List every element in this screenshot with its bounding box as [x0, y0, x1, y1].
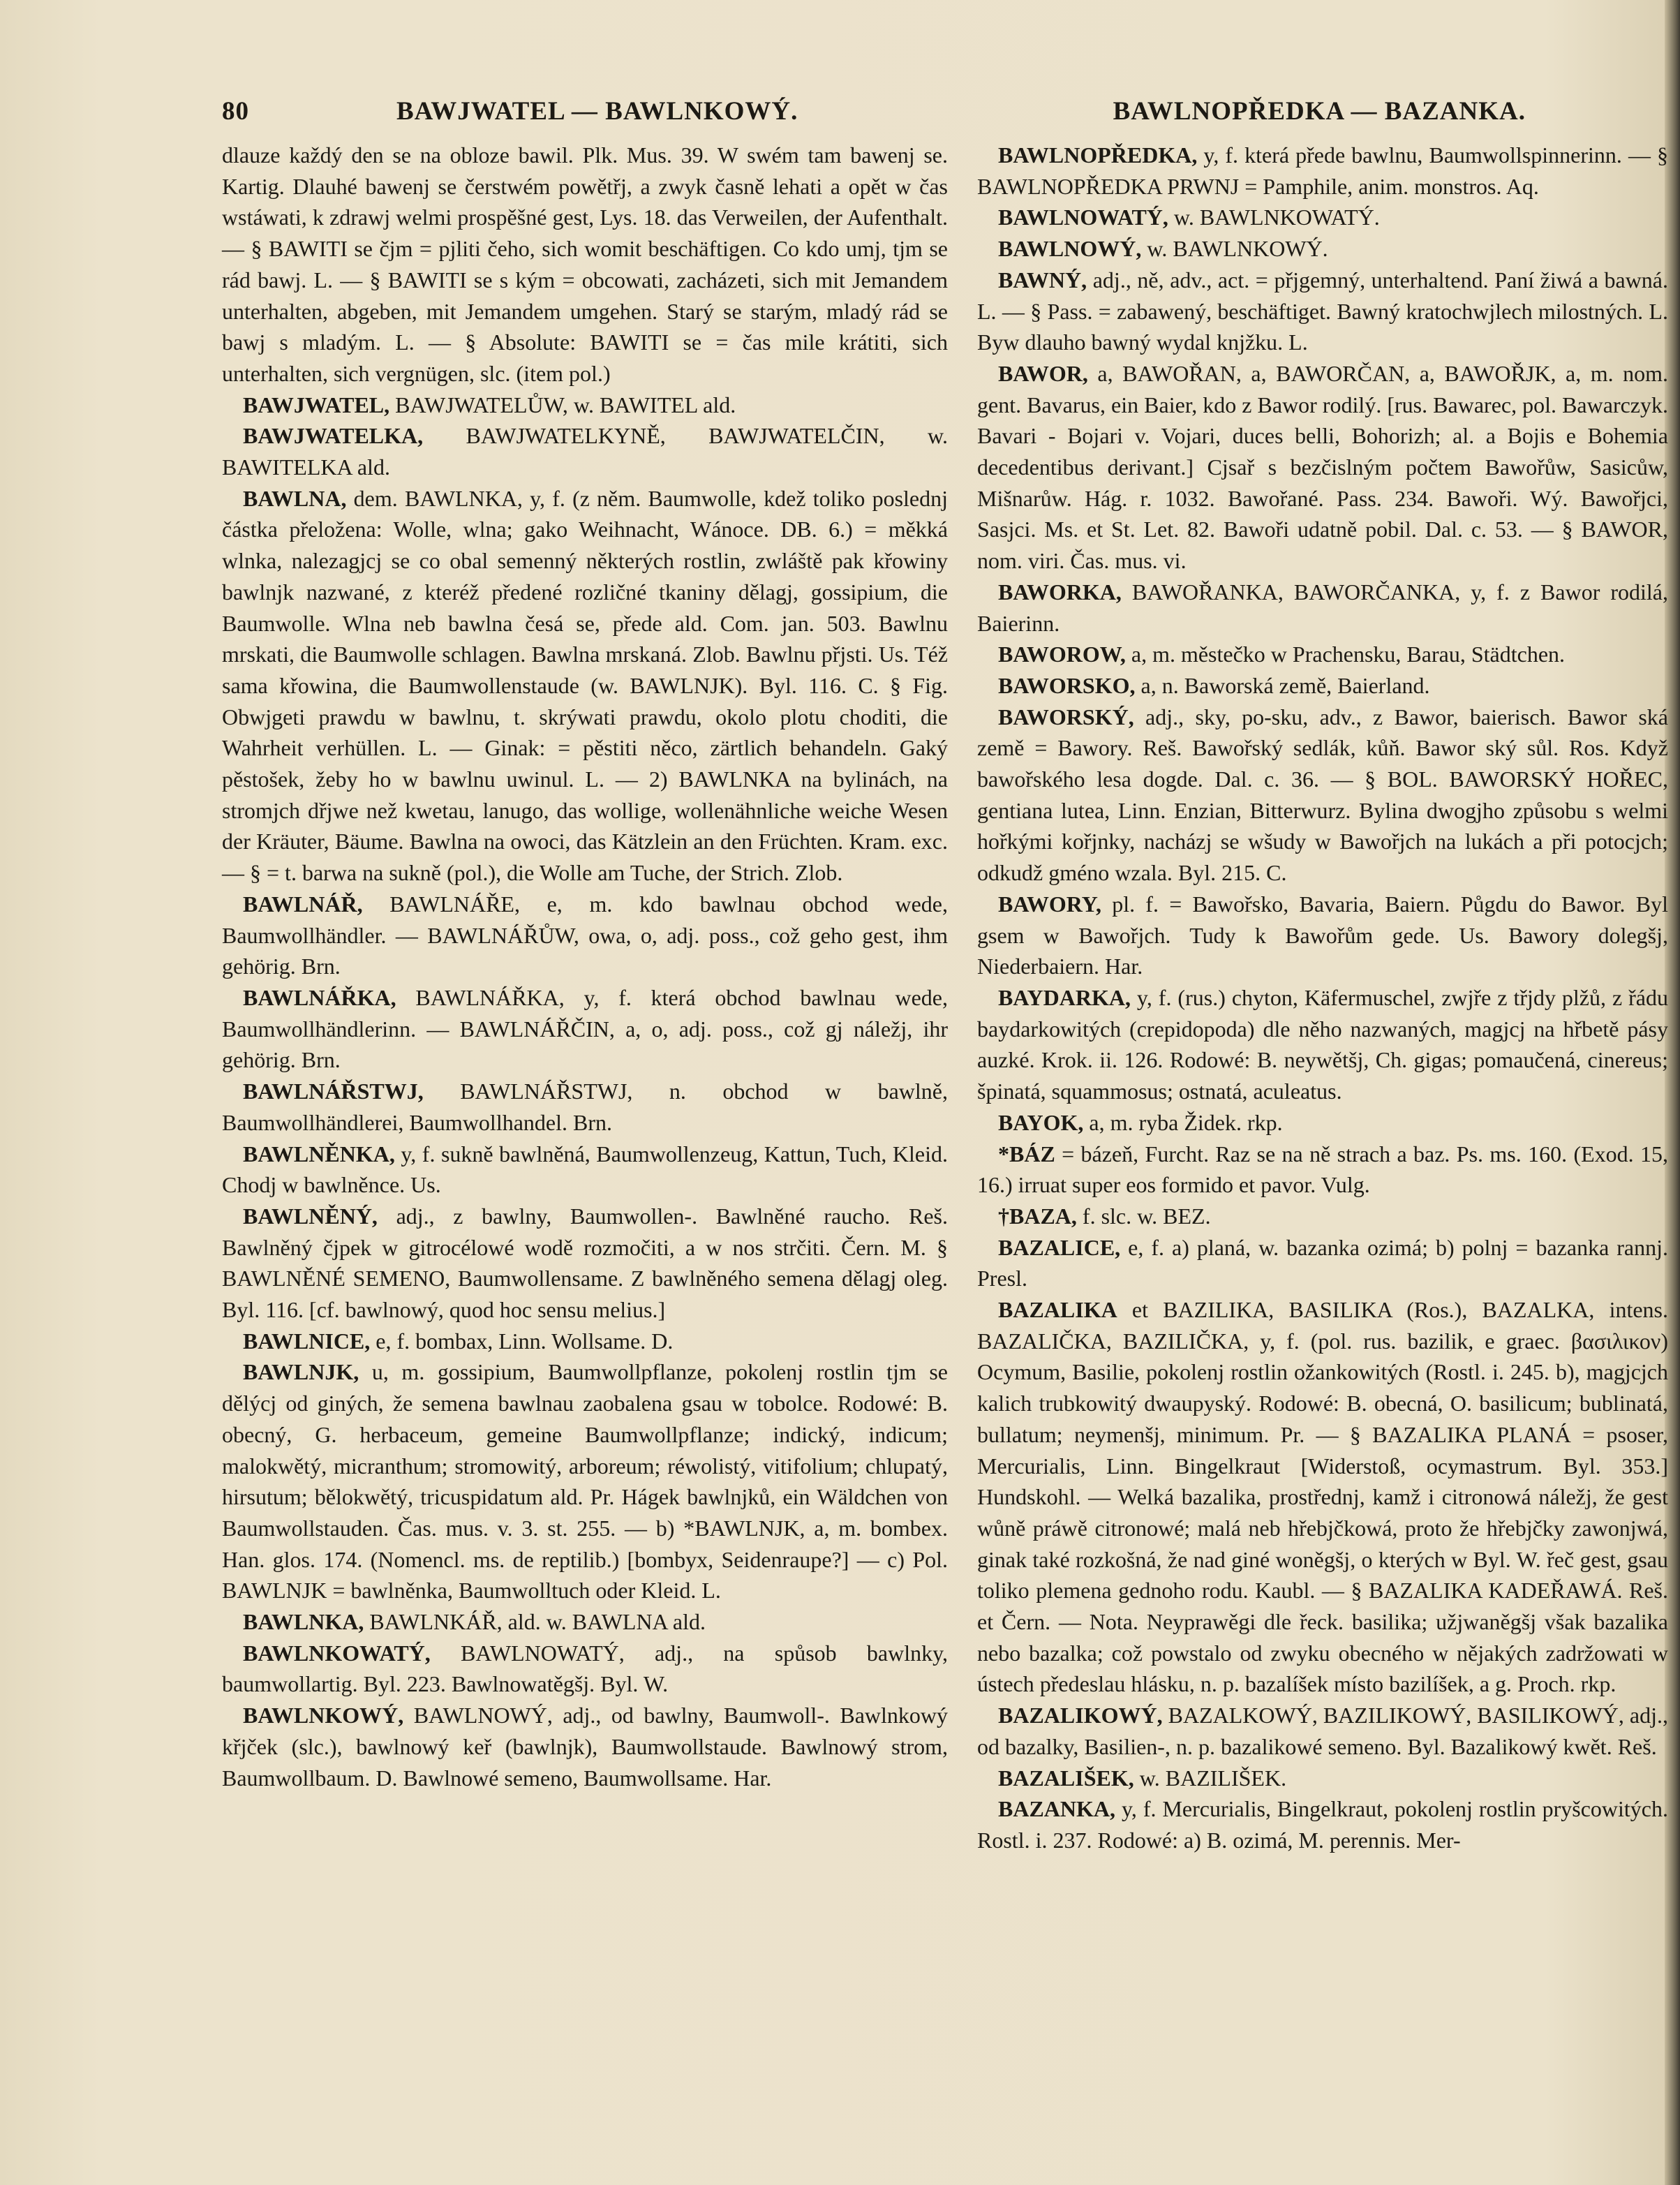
- entry-headword: BAWNÝ,: [998, 267, 1087, 292]
- entry-headword: *BÁZ: [998, 1141, 1055, 1166]
- entry-headword: BAWLNOWÝ,: [998, 236, 1142, 262]
- entry-text: BAWLNÁŘSTWJ, n. obchod w bawlně, Baumwollhändlerei, Baumwollhandel. Brn.: [222, 1079, 949, 1135]
- entry-text: w. BAWLNKOWÝ.: [1147, 236, 1328, 262]
- entry-headword: BAWLNÁŘSTWJ,: [243, 1079, 424, 1104]
- right-running-title: BAWLNOPŘEDKA — BAZANKA.: [1113, 97, 1526, 126]
- entry-headword: BAWLNĚNÝ,: [243, 1203, 378, 1229]
- entry-text: w. BAWLNKOWATÝ.: [1173, 205, 1380, 230]
- dictionary-entry: [977, 233, 1668, 265]
- entry-headword: †BAZA,: [998, 1203, 1077, 1229]
- entry-headword: BAWOR,: [998, 360, 1088, 386]
- dictionary-entry: [222, 390, 948, 421]
- dictionary-entry: [977, 670, 1668, 702]
- entry-text: y, f. sukně bawlněná, Baumwollenzeug, Kattun, Tuch, Kleid. Chodj w bawlněnce. Us.: [222, 1141, 949, 1198]
- dictionary-entry: [222, 140, 948, 390]
- entry-text: = bázeň, Furcht. Raz se na ně strach a baz. Ps. ms. 160. (Exod. 15, 16.) irruat super eos formido et pavor. Vulg.: [977, 1141, 1669, 1198]
- entry-text: adj., z bawlny, Baumwollen-. Bawlněné raucho. Reš. Bawlněný čjpek w gitrocélowé wodě rozmočiti, a w nos strčiti. Čern. M. § BAWLNĚNÉ SEMENO, Baumwollensame. Z bawlněného semena dělagj oleg. Byl. 116. [cf. bawlnowý, quod hoc sensu melius.]: [222, 1203, 949, 1323]
- entry-headword: BAWORSKÝ,: [998, 704, 1134, 729]
- entry-text: f. slc. w. BEZ.: [1082, 1203, 1211, 1229]
- entry-text: a, BAWOŘAN, a, BAWORČAN, a, BAWOŘJK, a, m. nom. gent. Bavarus, ein Baier, kdo z Bawor rodilý. [rus. Bawarec, pol. Bawarczyk. Bavari - Bojari v. Vojari, duces belli, Bohorizh; al. a Bojis e Bohemia decedentibus derivant.] Cjsař s bezčislným počtem Bawořůw, Sasicůw, Mišnarůw. Hág. r. 1032. Bawořané. Pass. 234. Bawoři. Wý. Bawořjci, Sasjci. Ms. et St. Let. 82. Bawoři udatně pobil. Dal. c. 53. — § BAWOR, nom. viri. Čas. mus. vi.: [977, 360, 1669, 574]
- dictionary-entry: [977, 1201, 1668, 1232]
- dictionary-entry: [977, 202, 1668, 233]
- entry-headword: BAWLNĚNKA,: [243, 1141, 395, 1166]
- dictionary-entry: [222, 982, 948, 1076]
- right-column: [977, 140, 1668, 1856]
- entry-text: BAWLNÁŘKA, y, f. která obchod bawlnau wede, Baumwollhändlerinn. — BAWLNÁŘČIN, a, o, adj. poss., což gj náležj, ihr gehörig. Brn.: [222, 984, 949, 1073]
- entry-headword: BAWJWATELKA,: [243, 423, 424, 449]
- dictionary-entry: [222, 1201, 948, 1326]
- entry-text: BAWLNOWATÝ, adj., na spůsob bawlnky, baumwollartig. Byl. 223. Bawlnowatěgšj. Byl. W.: [222, 1640, 949, 1697]
- entry-text: BAZALKOWÝ, BAZILIKOWÝ, BASILIKOWÝ, adj., od bazalky, Basilien-, n. p. bazalikowé semeno. Byl. Bazalikowý kwět. Reš.: [977, 1703, 1669, 1759]
- dictionary-entry: [977, 982, 1668, 1107]
- entry-headword: BAWORY,: [998, 891, 1101, 917]
- dictionary-entry: [222, 1606, 948, 1638]
- left-column: [222, 140, 948, 1793]
- dictionary-entry: [977, 577, 1668, 639]
- entry-headword: BAYOK,: [998, 1109, 1084, 1135]
- dictionary-entry: [977, 1232, 1668, 1294]
- entry-text: e, f. a) planá, w. bazanka ozimá; b) polnj = bazanka rannj. Presl.: [977, 1234, 1669, 1291]
- entry-text: BAWLNKÁŘ, ald. w. BAWLNA ald.: [369, 1609, 706, 1635]
- entry-headword: BAWJWATEL,: [243, 392, 390, 417]
- entry-text: w. BAZILIŠEK.: [1139, 1765, 1287, 1791]
- page-header: [222, 96, 1526, 138]
- dictionary-entry: [222, 1638, 948, 1700]
- entry-headword: BAWLNKOWATÝ,: [243, 1640, 431, 1666]
- entry-headword: BAZALIKOWÝ,: [998, 1703, 1163, 1728]
- dictionary-entry: [222, 889, 948, 982]
- dictionary-entry: [977, 265, 1668, 358]
- dictionary-entry: [222, 1076, 948, 1138]
- entry-headword: BAWORSKO,: [998, 672, 1136, 698]
- entry-text: e, f. bombax, Linn. Wollsame. D.: [376, 1328, 674, 1354]
- entry-headword: BAWLNÁŘKA,: [243, 984, 396, 1010]
- dictionary-entry: [977, 140, 1668, 202]
- entry-headword: BAWLNOPŘEDKA,: [998, 142, 1198, 168]
- entry-headword: BAWORKA,: [998, 579, 1122, 605]
- entry-headword: BAWOROW,: [998, 642, 1126, 667]
- dictionary-entry: [222, 483, 948, 889]
- entry-text: pl. f. = Bawořsko, Bavaria, Baiern. Půgdu do Bawor. Byl gsem w Bawořjch. Tudy k Bawořům gede. Us. Bawory dolegšj, Niederbaiern. Har.: [977, 891, 1669, 979]
- dictionary-entry: [977, 358, 1668, 577]
- dictionary-entry: [977, 1139, 1668, 1201]
- entry-headword: BAZALIKA: [998, 1297, 1117, 1323]
- entry-headword: BAWLNKA,: [243, 1609, 364, 1635]
- entry-headword: BAWLNOWATÝ,: [998, 205, 1168, 230]
- entry-text: adj., ně, adv., act. = přjgemný, unterhaltend. Paní žiwá a bawná. L. — § Pass. = zabawený, beschäftiget. Bawný kratochwjlech milostných. L. Byw dlauho bawný wydal knjžku. L.: [977, 267, 1669, 355]
- entry-text: adj., sky, po-sku, adv., z Bawor, baierisch. Bawor ská země = Bawory. Reš. Bawořský sedlák, kůň. Bawor ský sůl. Ros. Když bawořského lesa dogde. Dal. c. 36. — § BOL. BAWORSKÝ HOŘEC, gentiana lutea, Linn. Enzian, Bitterwurz. Bylina dwogjho způsobu s welmi hořkými kořjnky, nacházj se wšudy w Bawořjch na lukách a při potocjch; odkudž gméno wzala. Byl. 215. C.: [977, 704, 1669, 886]
- entry-headword: BAWLNJK,: [243, 1359, 359, 1385]
- entry-text: et BAZILIKA, BASILIKA (Ros.), BAZALKA, intens. BAZALIČKA, BAZILIČKA, y, f. (pol. rus. bazilik, e graec. βασιλικον) Ocymum, Basilie, pokolenj rostlin ožankowitých (Rostl. i. 245. b), magjcjch kalich trubkowitý dwaupyský. Rodowé: B. obecná, O. basilicum; bublinatá, bullatum; neymenšj, minimum. Pr. — § BAZALIKA PLANÁ = psoser, Mercurialis, Linn. Bingelkraut [Widerstoß, ocymastrum. Byl. 353.] Hundskohl. — Welká bazalika, prostřednj, kamž i citronowá náležj, že gest wůně práwě citronowé; malá neb hřebjčkowá, proto že hřebjčky zawonjwá, ginak také rozkošná, že nad giné woněgšj, o kterých w Byl. W. řeč gest, gsau toliko plemena gednoho rodu. Kaubl. — § BAZALIKA KADEŘAWÁ. Reš. et Čern. — Nota. Neyprawěgi dle řeck. basilika; užjwaněgšj však bazalika nebo bazalka; což powstalo od zwyku obecného w nějakých zadržowati w ústech předeslau hlásku, n. p. bazalíšek místo bazilíšek, a g. Proch. rkp.: [977, 1297, 1669, 1697]
- dictionary-entry: [222, 1139, 948, 1201]
- dictionary-entry: [977, 1700, 1668, 1762]
- entry-headword: BAWLNKOWÝ,: [243, 1703, 404, 1728]
- entry-text: dem. BAWLNKA, y, f. (z něm. Baumwolle, kdež toliko poslednj částka přeložena: Wolle, wlna; gako Weihnacht, Wánoce. DB. 6.) = měkká wlnka, nalezagjcj se co obal semenný některých rostlin, zwláště pak křowiny bawlnjk nazwané, z kteréž předené rozličné tkaniny dělagj, gossipium, die Baumwolle. Wlna neb bawlna česá se, přede ald. Com. jan. 503. Bawlnu mrskati, die Baumwolle schlagen. Bawlna mrskaná. Zlob. Bawlnu přjsti. Us. Též sama křowina, die Baumwollenstaude (w. BAWLNJK). Byl. 116. C. § Fig. Obwjgeti prawdu w bawlnu, t. skrýwati prawdu, okolo plotu choditi, die Wahrheit verhüllen. L. — Ginak: = pěstiti něco, zärtlich behandeln. Gaký pěstošek, žeby ho w bawlnu uwinul. L. — 2) BAWLNKA na bylinách, na stromjch dřjwe než kwetau, lanugo, das wollige, wollenähnliche weiche Wesen der Kräuter, Bäume. Bawlna na owoci, das Kätzlein an den Früchten. Kram. exc. — § = t. barwa na sukně (pol.), die Wolle am Tuche, der Strich. Zlob.: [222, 485, 949, 886]
- entry-text: y, f. (rus.) chyton, Käfermuschel, zwjře z třjdy plžů, z řádu baydarkowitých (crepidopoda) dle něho nazwaných, magjcj na hřbetě pásy auzké. Krok. ii. 126. Rodowé: B. neywětšj, Ch. gigas; pomaučená, cinereus; špinatá, squammosus; ostnatá, aculeatus.: [977, 984, 1669, 1104]
- dictionary-entry: [222, 420, 948, 482]
- entry-headword: BAWLNA,: [243, 485, 347, 511]
- entry-headword: BAYDARKA,: [998, 984, 1131, 1010]
- entry-text: BAWJWATELŮW, w. BAWITEL ald.: [395, 392, 736, 417]
- dictionary-entry: [977, 702, 1668, 889]
- entry-headword: BAWLNICE,: [243, 1328, 371, 1354]
- entry-text: BAWJWATELKYNĚ, BAWJWATELČIN, w. BAWITELKA ald.: [222, 423, 949, 480]
- dictionary-entry: [977, 889, 1668, 982]
- dictionary-entry: [977, 1793, 1668, 1856]
- entry-text: BAWOŘANKA, BAWORČANKA, y, f. z Bawor rodilá, Baierinn.: [977, 579, 1669, 636]
- entry-text: a, n. Baworská země, Baierland.: [1140, 672, 1430, 698]
- entry-text: dlauze každý den se na obloze bawil. Plk. Mus. 39. W swém tam bawenj se. Kartig. Dlauhé bawenj se čerstwém powětřj, a zwyk časně lehati a opět w čas wstáwati, k zdrawj welmi prospěšné gest, Lys. 18. das Verweilen, der Aufenthalt. — § BAWITI se čjm = pjliti čeho, sich womit beschäftigen. Co kdo umj, tjm se rád bawj. L. — § BAWITI se s kým = obcowati, zacházeti, sich mit Jemandem unterhalten, abgeben, mit Jemandem umgehen. Starý se starým, mladý rád se bawj s mladým. L. — § Absolute: BAWITI se = čas mile krátiti, sich unterhalten, sich vergnügen, slc. (item pol.): [222, 142, 948, 386]
- dictionary-entry: [222, 1700, 948, 1793]
- page-number: 80: [222, 97, 249, 126]
- entry-headword: BAZALICE,: [998, 1234, 1121, 1260]
- dictionary-entry: [222, 1356, 948, 1606]
- left-running-title: BAWJWATEL — BAWLNKOWÝ.: [396, 97, 798, 126]
- entry-headword: BAZALIŠEK,: [998, 1765, 1134, 1791]
- dictionary-entry: [977, 639, 1668, 670]
- dictionary-entry: [977, 1107, 1668, 1139]
- entry-headword: BAZANKA,: [998, 1796, 1116, 1822]
- entry-headword: BAWLNÁŘ,: [243, 891, 363, 917]
- dictionary-entry: [222, 1326, 948, 1357]
- entry-text: u, m. gossipium, Baumwollpflanze, pokolenj rostlin tjm se dělýcj od giných, že semena bawlnau zaobalena gsau w tobolce. Rodowé: B. obecný, G. herbaceum, gemeine Baumwollpflanze; indický, indicum; malokwětý, micranthum; stromowitý, arboreum; réwolistý, vitifolium; chlupatý, hirsutum; bělokwětý, tricuspidatum ald. Pr. Hágek bawlnjků, ein Wäldchen von Baumwollstauden. Čas. mus. v. 3. st. 255. — b) *BAWLNJK, a, m. bombex. Han. glos. 174. (Nomencl. ms. de reptilib.) [bombyx, Seidenraupe?] — c) Pol. BAWLNJK = bawlněnka, Baumwolltuch oder Kleid. L.: [222, 1359, 949, 1603]
- entry-text: y, f. která přede bawlnu, Baumwollspinnerinn. — § BAWLNOPŘEDKA PRWNJ = Pamphile, anim. monstros. Aq.: [977, 142, 1669, 199]
- entry-text: y, f. Mercurialis, Bingelkraut, pokolenj rostlin pryšcowitých. Rostl. i. 237. Rodowé: a) B. ozimá, M. perennis. Mer-: [977, 1796, 1669, 1853]
- dictionary-entry: [977, 1763, 1668, 1794]
- entry-text: a, m. městečko w Prachensku, Barau, Städtchen.: [1131, 642, 1566, 667]
- dictionary-entry: [977, 1294, 1668, 1700]
- entry-text: BAWLNÁŘE, e, m. kdo bawlnau obchod wede, Baumwollhändler. — BAWLNÁŘŮW, owa, o, adj. poss., což geho gest, ihm gehörig. Brn.: [222, 891, 949, 979]
- entry-text: BAWLNOWÝ, adj., od bawlny, Baumwoll-. Bawlnkowý křjček (slc.), bawlnowý keř (bawlnjk), Baumwollstaude. Bawlnowý strom, Baumwollbaum. D. Bawlnowé semeno, Baumwollsame. Har.: [222, 1703, 948, 1791]
- entry-text: a, m. ryba Židek. rkp.: [1089, 1109, 1283, 1135]
